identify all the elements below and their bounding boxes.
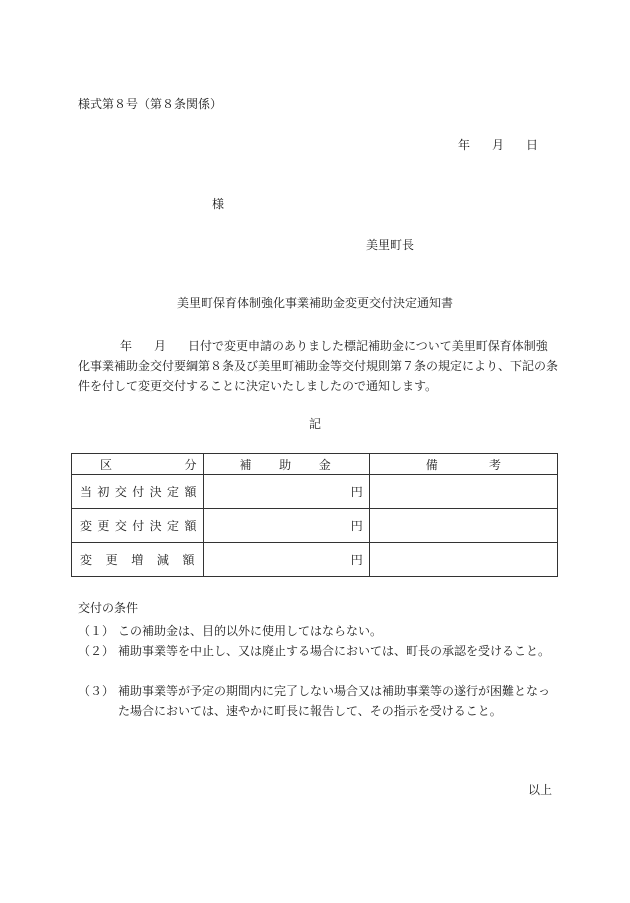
condition-number: （２） [78, 644, 115, 658]
row-label: 当 初 交 付 決 定 額 [72, 475, 204, 509]
yen-unit: 円 [350, 553, 363, 567]
form-number: 様式第８号（第８条関係） [78, 97, 223, 111]
row-label: 変 更 交 付 決 定 額 [72, 509, 204, 543]
closing-remark: 以上 [528, 783, 553, 797]
body-month: 月 [154, 339, 167, 353]
addressee: 様 [212, 197, 225, 211]
remarks-cell[interactable] [369, 475, 557, 509]
date-year: 年 [458, 138, 471, 152]
yen-unit: 円 [350, 519, 363, 533]
header-subsidy: 補 助 金 [203, 454, 369, 475]
condition-item [78, 621, 558, 641]
body-text: 日付で変更申請のありました標記補助金について美里町保育体制強化事業補助金交付要綱第８条及び美里町補助金等交付規則第７条の規定により、下記の条件を付して変更交付することに決定いたしましたので通知します。 [78, 339, 559, 393]
remarks-cell[interactable] [369, 509, 557, 543]
condition-text: この補助金は、目的以外に使用してはならない。 [118, 624, 383, 638]
amounts-table [71, 453, 558, 577]
condition-text: 補助事業等を中止し、又は廃止する場合においては、町長の承認を受けること。 [118, 644, 551, 658]
row-label: 変 更 増 減 額 [72, 543, 204, 577]
conditions-title: 交付の条件 [78, 601, 139, 615]
table-row [72, 543, 558, 577]
table-header-row [72, 454, 558, 475]
yen-unit: 円 [350, 485, 363, 499]
table-row [72, 475, 558, 509]
condition-item [78, 681, 558, 721]
amount-cell[interactable] [203, 543, 369, 577]
ki-heading: 記 [308, 417, 321, 431]
condition-number: （１） [78, 624, 115, 638]
table-row [72, 509, 558, 543]
date-day: 日 [526, 138, 539, 152]
body-year: 年 [120, 339, 133, 353]
sender: 美里町長 [366, 238, 415, 252]
document-title: 美里町保育体制強化事業補助金変更交付決定通知書 [176, 296, 453, 310]
amount-cell[interactable] [203, 509, 369, 543]
header-remarks: 備 考 [369, 454, 557, 475]
condition-item [78, 641, 558, 661]
condition-number: （３） [78, 684, 115, 698]
amount-cell[interactable] [203, 475, 369, 509]
body-paragraph [78, 336, 558, 396]
header-category: 区 分 [72, 454, 204, 475]
date-line [458, 139, 538, 151]
condition-text: 補助事業等が予定の期間内に完了しない場合又は補助事業等の遂行が困難となった場合においては、速やかに町長に報告して、その指示を受けること。 [118, 684, 551, 718]
remarks-cell[interactable] [369, 543, 557, 577]
date-month: 月 [492, 138, 505, 152]
